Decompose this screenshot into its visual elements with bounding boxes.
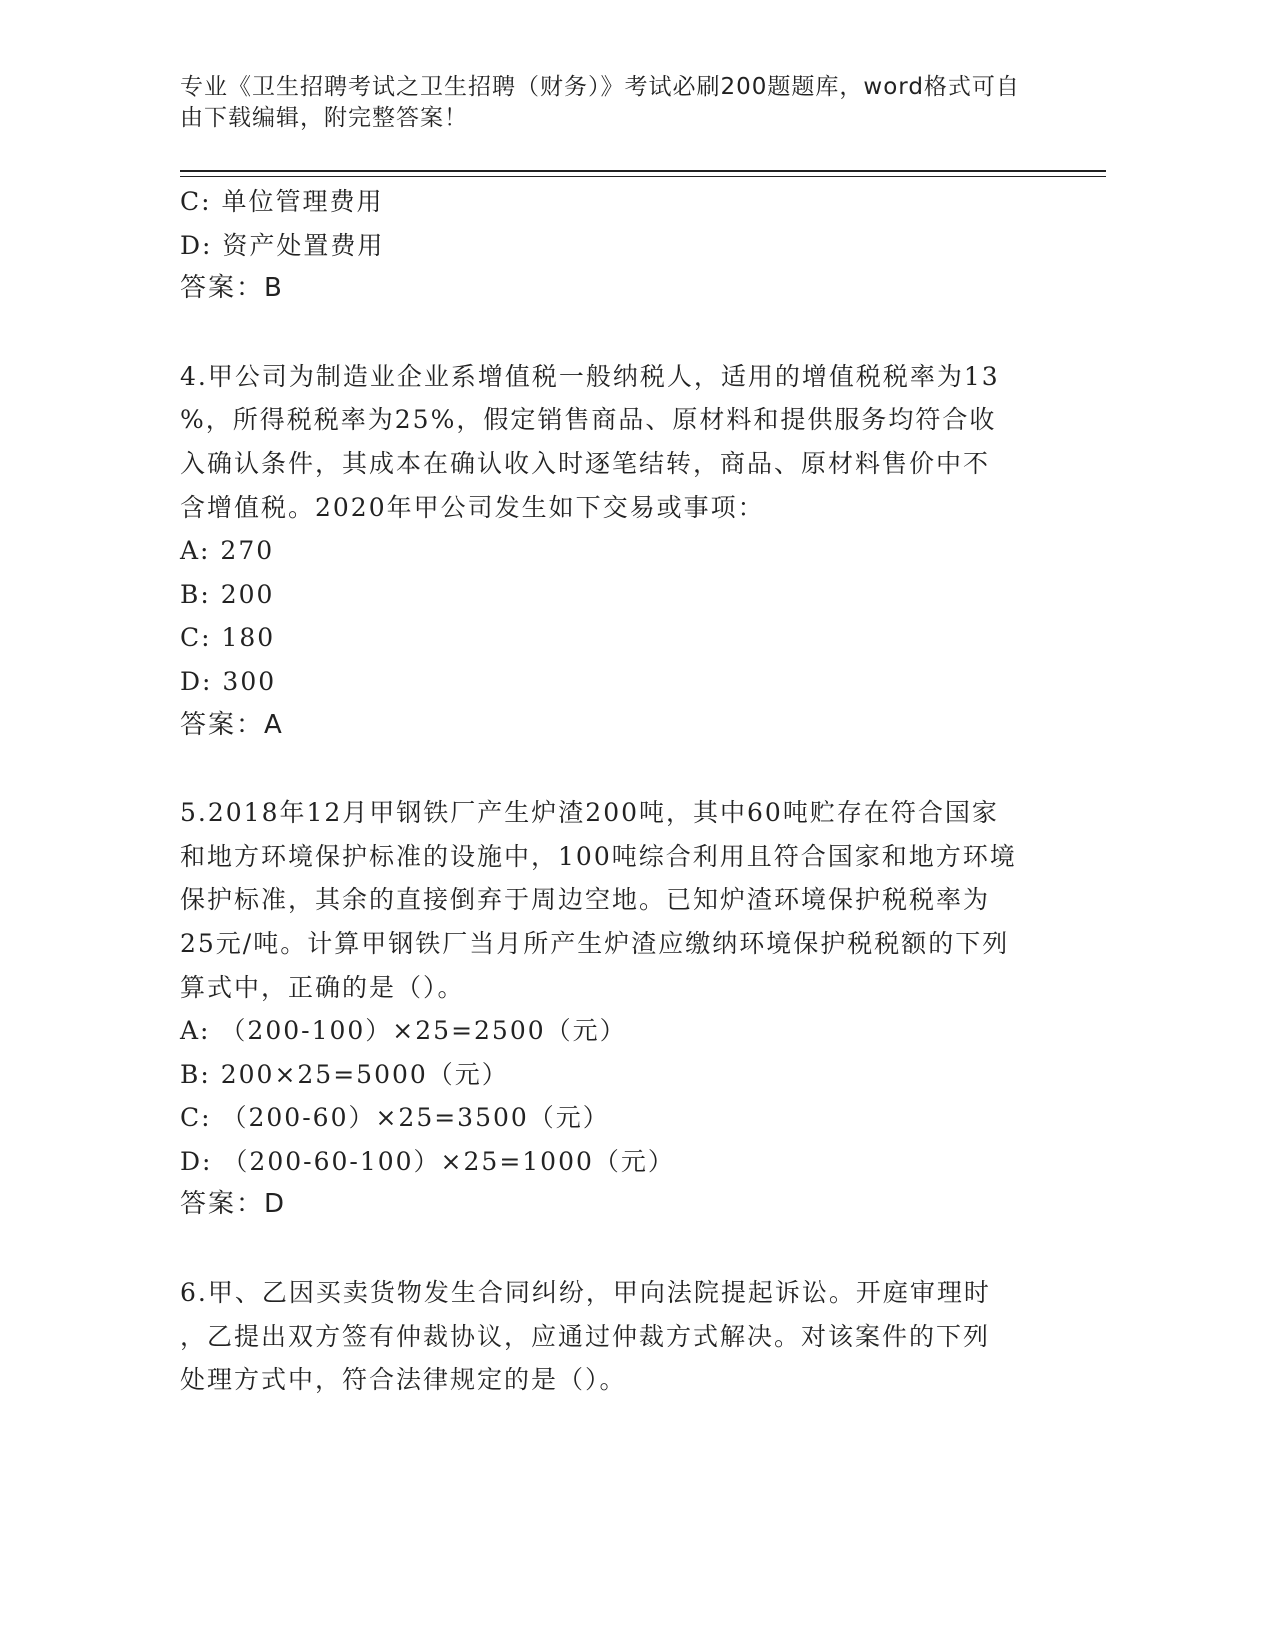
option-a: A: 270 [180,536,275,566]
answer-line: 答案：B [180,273,284,304]
question-text-line: 保护标准，其余的直接倒弃于周边空地。已知炉渣环境保护税税率为 [180,885,991,915]
question-gap [180,311,1060,355]
question-text-line: 和地方环境保护标准的设施中，100吨综合利用且符合国家和地方环境 [180,841,1017,871]
option-c: C: 180 [180,623,276,653]
option-d: D: 资产处置费用 [180,230,385,260]
question-text-line: 5.2018年12月甲钢铁厂产生炉渣200吨，其中60吨贮存在符合国家 [180,798,999,828]
answer-line: 答案：D [180,1189,287,1220]
header-divider-thin [180,176,1106,177]
option-b: B: 200×25=5000（元） [180,1059,509,1089]
question-text-line: 25元/吨。计算甲钢铁厂当月所产生炉渣应缴纳环境保护税税额的下列 [180,928,1010,958]
header-line-1: 专业《卫生招聘考试之卫生招聘（财务）》考试必刷200题题库，word格式可自 [180,74,1020,100]
option-d: D: 300 [180,666,277,696]
question-text-line: 算式中，正确的是（）。 [180,972,465,1002]
option-a: A: （200-100）×25=2500（元） [180,1016,627,1046]
question-text-line: ，乙提出双方签有仲裁协议，应通过仲裁方式解决。对该案件的下列 [180,1321,991,1351]
document-header [180,72,1060,134]
header-line-2: 由下载编辑，附完整答案！ [180,105,468,131]
question-5 [180,791,1060,1227]
previous-question [180,180,1060,311]
option-b: B: 200 [180,579,275,609]
question-gap [180,1227,1060,1271]
question-gap [180,747,1060,791]
question-text-line: 6.甲、乙因买卖货物发生合同纠纷，甲向法院提起诉讼。开庭审理时 [180,1278,991,1308]
question-text-line: 入确认条件，其成本在确认收入时逐笔结转，商品、原材料售价中不 [180,448,991,478]
question-content [180,180,1060,1402]
answer-line: 答案：A [180,709,284,740]
question-6 [180,1271,1060,1402]
option-c: C: 单位管理费用 [180,187,384,216]
question-text-line: 含增值税。2020年甲公司发生如下交易或事项： [180,492,765,522]
option-c: C: （200-60）×25=3500（元） [180,1103,610,1133]
question-text-line: 处理方式中，符合法律规定的是（）。 [180,1365,627,1395]
question-text-line: 4.甲公司为制造业企业系增值税一般纳税人，适用的增值税税率为13 [180,361,1000,391]
question-text-line: %，所得税税率为25%，假定销售商品、原材料和提供服务均符合收 [180,405,997,435]
option-d: D: （200-60-100）×25=1000（元） [180,1146,675,1176]
question-4 [180,355,1060,747]
header-divider-thick [180,170,1106,172]
